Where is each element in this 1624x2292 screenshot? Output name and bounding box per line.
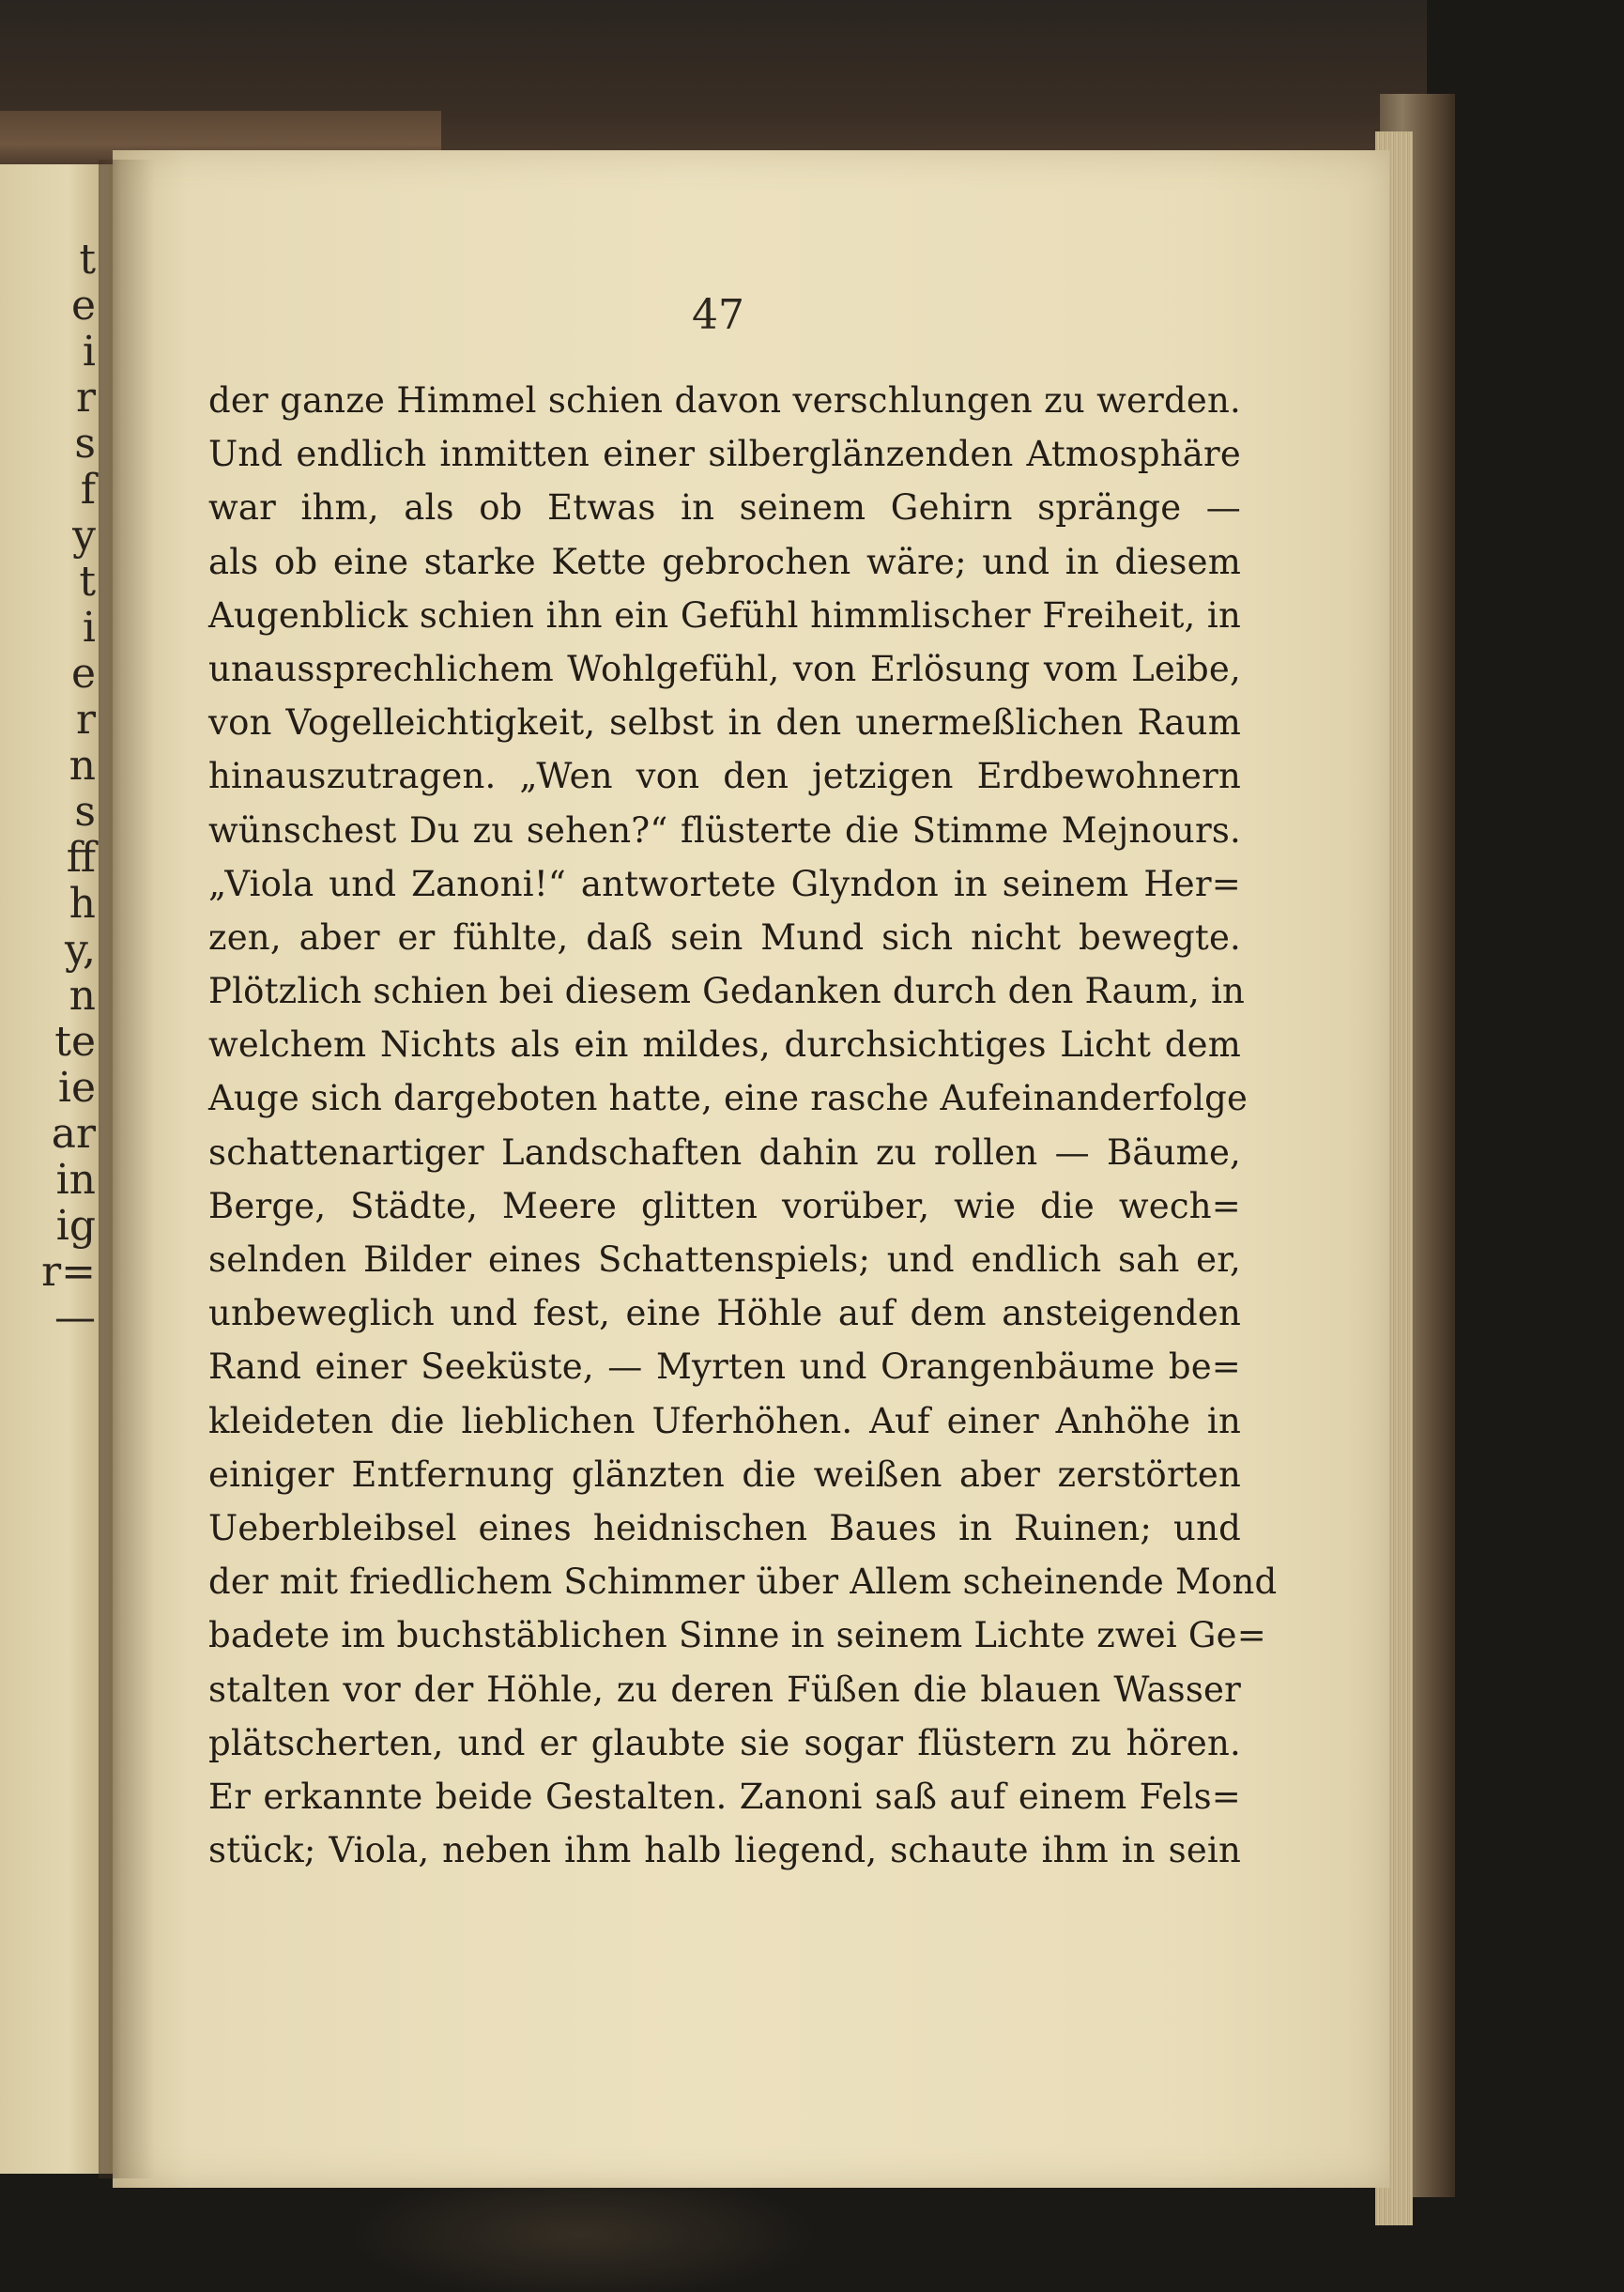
text-line: war ihm, als ob Etwas in seinem Gehirn spränge — [208, 487, 1241, 529]
text-line: Er erkannte beide Gestalten. Zanoni saß auf einem Fels= [208, 1776, 1241, 1817]
left-page-fragment: t [79, 558, 96, 606]
text-line: Auge sich dargeboten hatte, eine rasche Aufeinanderfolge [208, 1078, 1249, 1119]
text-line: selnden Bilder eines Schattenspiels; und endlich sah er, [208, 1239, 1241, 1280]
left-page-fragment: e [70, 650, 96, 698]
text-line: stalten vor der Höhle, zu deren Füßen die blauen Wasser [208, 1669, 1241, 1710]
left-page-fragment: n [69, 972, 96, 1020]
text-line: kleideten die lieblichen Uferhöhen. Auf einer Anhöhe in [208, 1400, 1241, 1441]
text-line: der ganze Himmel schien davon verschlungen zu werden. [208, 380, 1241, 421]
text-line: Berge, Städte, Meere glitten vorüber, wie die wech= [208, 1185, 1241, 1226]
text-line: Augenblick schien ihn ein Gefühl himmlischer Freiheit, in [208, 594, 1241, 636]
text-line: schattenartiger Landschaften dahin zu rollen — Bäume, [208, 1131, 1241, 1173]
text-line: Ueberbleibsel eines heidnischen Baues in Ruinen; und [208, 1507, 1241, 1548]
text-line: badete im buchstäblichen Sinne in seinem Lichte zwei Ge= [208, 1615, 1266, 1656]
text-line: welchem Nichts als ein mildes, durchsichtiges Licht dem [208, 1024, 1241, 1066]
text-line: als ob eine starke Kette gebrochen wäre; und in diesem [208, 541, 1241, 582]
text-line: „Viola und Zanoni!“ antwortete Glyndon in seinem Her= [208, 863, 1241, 904]
left-page-fragment: s [74, 420, 96, 468]
left-page-fragment: y [72, 512, 96, 560]
left-page-text-fragments [0, 164, 113, 2174]
left-page-fragment: te [54, 1018, 96, 1066]
text-line: unaussprechlichem Wohlgefühl, von Erlösung vom Leibe, [208, 648, 1241, 689]
text-line: zen, aber er fühlte, daß sein Mund sich nicht bewegte. [208, 916, 1241, 958]
text-line: hinauszutragen. „Wen von den jetzigen Erdbewohnern [208, 756, 1241, 797]
paper-stain [347, 2169, 817, 2292]
left-page-fragment: ig [55, 1202, 96, 1250]
left-page-fragment: r [75, 696, 96, 744]
left-page-fragment: s [74, 788, 96, 836]
text-line: Plötzlich schien bei diesem Gedanken durch den Raum, in [208, 971, 1246, 1012]
left-page-fragment: i [82, 328, 96, 376]
body-text [208, 374, 1278, 1877]
left-page-fragment: — [54, 1294, 96, 1342]
left-page-fragment: in [55, 1156, 96, 1204]
left-page-fragment: h [69, 880, 96, 928]
left-page-fragment: ff [66, 834, 96, 882]
text-line: Und endlich inmitten einer silberglänzenden Atmosphäre [208, 434, 1241, 475]
left-page-fragment: r [75, 374, 96, 422]
left-page-fragment: t [79, 236, 96, 284]
left-page [0, 164, 113, 2174]
gutter-shadow [99, 160, 155, 2178]
left-page-fragment: e [70, 282, 96, 330]
page-number: 47 [692, 291, 744, 339]
left-page-fragment: r= [41, 1248, 96, 1296]
text-line: plätscherten, und er glaubte sie sogar flüstern zu hören. [208, 1722, 1241, 1763]
text-line: Rand einer Seeküste, — Myrten und Orangenbäume be= [208, 1346, 1241, 1388]
left-page-fragment: ar [51, 1110, 96, 1158]
left-page-fragment: y, [65, 926, 96, 974]
left-page-fragment: n [69, 742, 96, 790]
text-line: von Vogelleichtigkeit, selbst in den unermeßlichen Raum [208, 702, 1241, 744]
left-page-fragment: ie [57, 1064, 96, 1112]
text-line: stück; Viola, neben ihm halb liegend, schaute ihm in sein [208, 1830, 1241, 1871]
left-page-fragment: f [80, 466, 96, 514]
text-line: der mit friedlichem Schimmer über Allem scheinende Mond [208, 1561, 1278, 1603]
text-line: einiger Entfernung glänzten die weißen aber zerstörten [208, 1454, 1241, 1495]
left-page-fragment: i [82, 604, 96, 652]
text-line: unbeweglich und fest, eine Höhle auf dem ansteigenden [208, 1293, 1241, 1334]
right-page [113, 150, 1389, 2188]
text-line: wünschest Du zu sehen?“ flüsterte die Stimme Mejnours. [208, 809, 1241, 851]
